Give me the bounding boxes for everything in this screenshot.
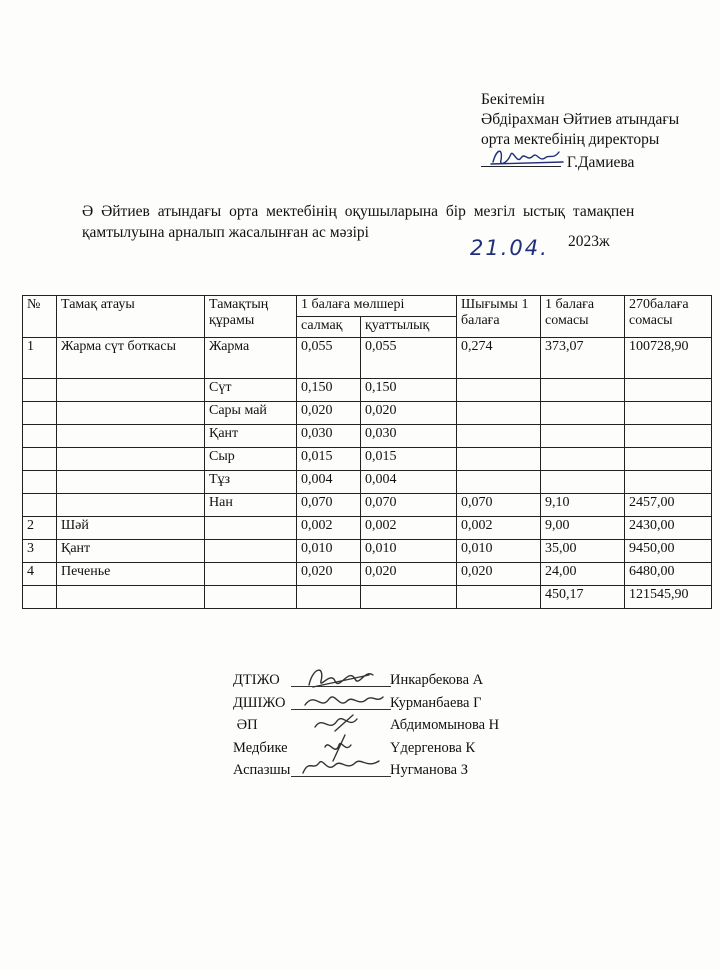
table-row <box>23 494 712 517</box>
table-row <box>23 586 712 609</box>
cell-total-sum <box>625 471 712 494</box>
cell-total-sum <box>625 425 712 448</box>
cell-no <box>23 494 57 517</box>
table-row <box>23 425 712 448</box>
header-per-child-sum: 1 балаға сомасы <box>541 296 625 338</box>
cell-calorie <box>361 586 457 609</box>
cell-no: 2 <box>23 517 57 540</box>
cell-calorie: 0,010 <box>361 540 457 563</box>
table-body <box>23 338 712 609</box>
cell-food-name: Қант <box>57 540 205 563</box>
cell-no <box>23 471 57 494</box>
approval-position-line: орта мектебінің директоры <box>481 131 660 148</box>
director-signature <box>481 150 561 167</box>
cell-food-name <box>57 448 205 471</box>
cell-per-child-sum: 450,17 <box>541 586 625 609</box>
cell-food-name: Шәй <box>57 517 205 540</box>
cell-calorie: 0,020 <box>361 563 457 586</box>
menu-table <box>22 295 712 609</box>
header-food-name: Тамақ атауы <box>57 296 205 338</box>
cell-food-name <box>57 471 205 494</box>
signer-name: Нугманова З <box>390 762 468 778</box>
table-row <box>23 540 712 563</box>
cell-per-child-sum <box>541 425 625 448</box>
signature-line <box>291 686 391 687</box>
header-composition: Тамақтың құрамы <box>205 296 297 338</box>
cell-weight: 0,070 <box>297 494 361 517</box>
header-output: Шығымы 1 балаға <box>457 296 541 338</box>
cell-output <box>457 402 541 425</box>
cell-food-name <box>57 586 205 609</box>
cell-calorie: 0,015 <box>361 448 457 471</box>
cell-weight: 0,015 <box>297 448 361 471</box>
cell-no <box>23 586 57 609</box>
table-row <box>23 471 712 494</box>
cell-output: 0,020 <box>457 563 541 586</box>
cell-no: 3 <box>23 540 57 563</box>
cell-calorie: 0,020 <box>361 402 457 425</box>
table-row <box>23 563 712 586</box>
cell-total-sum <box>625 379 712 402</box>
cell-per-child-sum: 373,07 <box>541 338 625 379</box>
signature-line <box>291 709 391 710</box>
director-signature-line <box>481 150 679 173</box>
signer-role: Аспазшы <box>233 762 291 778</box>
approval-school-line: Әбдірахман Әйтиев атындағы <box>481 111 680 128</box>
signer-name: Абдимомынова Н <box>390 717 500 733</box>
cell-food-name <box>57 425 205 448</box>
signer-role: Медбике <box>233 739 288 756</box>
cell-weight: 0,020 <box>297 563 361 586</box>
cell-ingredient <box>205 586 297 609</box>
cell-weight <box>297 586 361 609</box>
cell-output: 0,070 <box>457 494 541 517</box>
cell-no <box>23 379 57 402</box>
cell-per-child-sum: 9,10 <box>541 494 625 517</box>
cell-output <box>457 586 541 609</box>
approval-block <box>481 90 679 173</box>
cell-no <box>23 402 57 425</box>
signer-name: Инкарбекова А <box>390 672 484 688</box>
cell-output: 0,274 <box>457 338 541 379</box>
cell-no: 1 <box>23 338 57 379</box>
table-row <box>23 448 712 471</box>
cell-ingredient <box>205 540 297 563</box>
cell-weight: 0,004 <box>297 471 361 494</box>
cell-ingredient <box>205 563 297 586</box>
cell-per-child-sum <box>541 402 625 425</box>
table-row <box>23 517 712 540</box>
cell-total-sum <box>625 402 712 425</box>
cell-output <box>457 425 541 448</box>
heading-line-2: қамтылуына арналып жасалынған ас мәзірі <box>82 224 369 241</box>
cell-ingredient: Қант <box>205 425 297 448</box>
cell-per-child-sum <box>541 379 625 402</box>
cell-weight: 0,020 <box>297 402 361 425</box>
header-total-sum: 270балаға сомасы <box>625 296 712 338</box>
cell-total-sum: 9450,00 <box>625 540 712 563</box>
cell-ingredient: Сары май <box>205 402 297 425</box>
cell-no: 4 <box>23 563 57 586</box>
cell-no <box>23 425 57 448</box>
signer-role: ДТІЖО <box>233 672 280 688</box>
cell-ingredient <box>205 517 297 540</box>
cell-weight: 0,010 <box>297 540 361 563</box>
signer-name: Үдергенова К <box>390 739 476 756</box>
header-weight: салмақ <box>297 317 361 338</box>
cell-calorie: 0,030 <box>361 425 457 448</box>
cell-calorie: 0,002 <box>361 517 457 540</box>
header-no: № <box>23 296 57 338</box>
cell-total-sum: 2457,00 <box>625 494 712 517</box>
cell-ingredient: Тұз <box>205 471 297 494</box>
cell-total-sum: 6480,00 <box>625 563 712 586</box>
cell-per-child-sum <box>541 471 625 494</box>
cell-per-child-sum <box>541 448 625 471</box>
approval-title: Бекітемін <box>481 91 545 108</box>
cell-ingredient: Сүт <box>205 379 297 402</box>
cell-output <box>457 471 541 494</box>
cell-calorie: 0,004 <box>361 471 457 494</box>
director-name: Г.Дамиева <box>566 154 635 171</box>
cell-weight: 0,150 <box>297 379 361 402</box>
cell-output: 0,002 <box>457 517 541 540</box>
cell-food-name: Жарма сүт боткасы <box>57 338 205 379</box>
cell-calorie: 0,070 <box>361 494 457 517</box>
signature-line <box>291 776 391 777</box>
cell-calorie: 0,055 <box>361 338 457 379</box>
signer-role: ӘП <box>233 717 258 733</box>
cell-per-child-sum: 24,00 <box>541 563 625 586</box>
date-year: 2023ж <box>568 233 610 250</box>
handwritten-date: 21.04. <box>470 236 549 260</box>
cell-total-sum: 121545,90 <box>625 586 712 609</box>
cell-total-sum: 2430,00 <box>625 517 712 540</box>
cell-weight: 0,055 <box>297 338 361 379</box>
heading-line-1: Ә Әйтиев атындағы орта мектебінің оқушыларына бір мезгіл ыстық тамақпен <box>82 203 635 220</box>
cell-food-name <box>57 494 205 517</box>
table-row <box>23 402 712 425</box>
cell-ingredient: Нан <box>205 494 297 517</box>
cell-output <box>457 379 541 402</box>
table-row <box>23 379 712 402</box>
cell-output: 0,010 <box>457 540 541 563</box>
cell-total-sum <box>625 448 712 471</box>
header-per-child-amount: 1 балаға мөлшері <box>297 296 457 317</box>
cell-food-name <box>57 402 205 425</box>
signer-role: ДШІЖО <box>233 694 286 711</box>
signatures-scribble <box>295 661 395 781</box>
cell-weight: 0,030 <box>297 425 361 448</box>
cell-calorie: 0,150 <box>361 379 457 402</box>
cell-weight: 0,002 <box>297 517 361 540</box>
cell-no <box>23 448 57 471</box>
cell-per-child-sum: 9,00 <box>541 517 625 540</box>
cell-total-sum: 100728,90 <box>625 338 712 379</box>
table-row <box>23 338 712 379</box>
cell-food-name: Печенье <box>57 563 205 586</box>
menu-heading <box>82 201 720 243</box>
cell-output <box>457 448 541 471</box>
table-header-row <box>23 296 712 317</box>
header-calorie: қуаттылық <box>361 317 457 338</box>
cell-per-child-sum: 35,00 <box>541 540 625 563</box>
cell-ingredient: Сыр <box>205 448 297 471</box>
signer-name: Курманбаева Г <box>390 694 482 711</box>
cell-ingredient: Жарма <box>205 338 297 379</box>
cell-food-name <box>57 379 205 402</box>
